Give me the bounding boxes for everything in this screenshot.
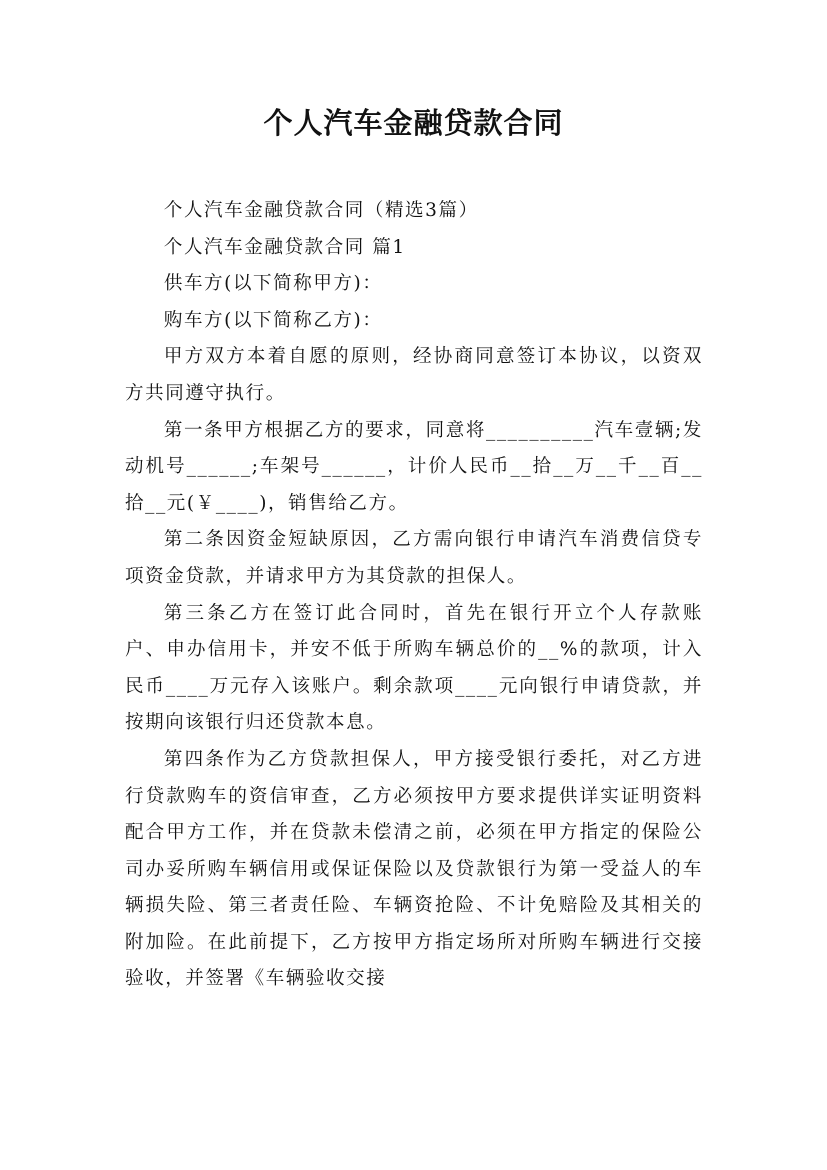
paragraph-article-3: 第三条乙方在签订此合同时，首先在银行开立个人存款账户、申办信用卡，并安不低于所购车辆总价的__%的款项，计入民币____万元存入该账户。剩余款项____元向银行申请贷款，并按期向该银行归还贷款本息。 xyxy=(125,602,703,734)
paragraph-party-b: 购车方(以下简称乙方)： xyxy=(163,309,383,331)
paragraph-party-a: 供车方(以下简称甲方)： xyxy=(163,273,383,295)
paragraph-article-4: 第四条作为乙方贷款担保人，甲方接受银行委托，对乙方进行贷款购车的资信审查，乙方必须按甲方要求提供详实证明资料配合甲方工作，并在贷款未偿清之前，必须在甲方指定的保险公司办妥所购车辆信用或保证保险以及贷款银行为第一受益人的车辆损失险、第三者责任险、车辆资抢险、不计免赔险及其相关的附加险。在此前提下，乙方按甲方指定场所对所购车辆进行交接验收，并签署《车辆验收交接 xyxy=(125,748,703,990)
paragraph-intro: 甲方双方本着自愿的原则，经协商同意签订本协议，以资双方共同遵守执行。 xyxy=(125,346,703,404)
paragraph-article-1: 第一条甲方根据乙方的要求，同意将__________汽车壹辆;发动机号______;车架号______，计价人民币__拾__万__千__百__拾__元(￥____)，销售给乙方。 xyxy=(125,419,703,514)
paragraph-article-2: 第二条因资金短缺原因，乙方需向银行申请汽车消费信贷专项资金贷款，并请求甲方为其贷款的担保人。 xyxy=(125,529,703,587)
document-body xyxy=(125,193,703,998)
paragraph-heading-part: 个人汽车金融贷款合同 篇1 xyxy=(163,236,406,258)
document-title: 个人汽车金融贷款合同 xyxy=(263,106,564,140)
paragraph-heading-selection: 个人汽车金融贷款合同（精选3篇） xyxy=(163,200,479,221)
